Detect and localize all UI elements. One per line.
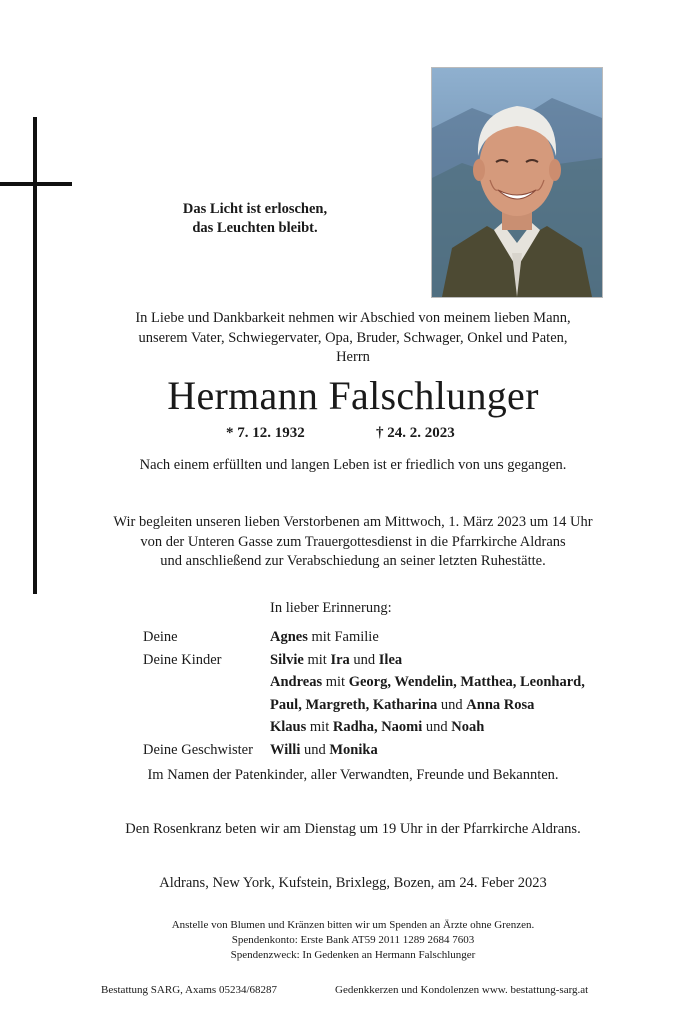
death-date: † 24. 2. 2023: [376, 425, 455, 441]
intro-line-2: unserem Vater, Schwiegervater, Opa, Bruder, Schwager, Onkel und Paten,: [138, 329, 568, 346]
donation-info: [60, 918, 646, 963]
sibling-name: Monika: [329, 741, 378, 758]
family-list: [143, 626, 643, 761]
intro-line-1: In Liebe und Dankbarkeit nehmen wir Abschied von meinem lieben Mann,: [135, 310, 571, 326]
grandchild-name: Noah: [451, 719, 485, 735]
grandchild-name: Anna Rosa: [466, 696, 535, 713]
peace-text: Nach einem erfüllten und langen Leben ist er friedlich von uns gegangen.: [139, 457, 567, 473]
portrait-illustration: [432, 68, 602, 297]
connector-text: und: [437, 696, 467, 713]
quote-line-2: das Leuchten bleibt.: [192, 220, 318, 236]
cross-vertical-bar: [33, 117, 37, 594]
family-row-child-2-cont: [143, 694, 643, 717]
family-row-child-2: [143, 671, 643, 694]
grandchildren-names: Georg, Wendelin, Matthea, Leonhard,: [348, 674, 585, 690]
donation-account: Spendenkonto: Erste Bank AT59 2011 1289 2684 7603: [231, 934, 475, 946]
connector-text: und: [422, 719, 452, 735]
quote-line-1: Das Licht ist erloschen,: [182, 201, 328, 217]
memorial-quote: [150, 200, 360, 238]
child-3-name: Klaus: [270, 719, 307, 735]
child-1-names: [270, 649, 402, 672]
child-2-names: [270, 671, 585, 694]
donation-purpose: Spendenzweck: In Gedenken an Hermann Falschlunger: [230, 949, 476, 961]
child-2-names-cont: [270, 694, 534, 717]
grandchildren-names: Radha, Naomi: [332, 719, 423, 735]
wife-names: [270, 626, 379, 649]
wife-suffix: mit Familie: [307, 629, 379, 645]
funeral-info: [60, 513, 646, 572]
memory-title: In lieber Erinnerung:: [270, 600, 392, 616]
relatives-text: Im Namen der Patenkinder, aller Verwandten, Freunde und Bekannten.: [147, 767, 559, 783]
birth-date: * 7. 12. 1932: [226, 425, 305, 441]
funeral-line-2: von der Unteren Gasse zum Trauergottesdienst in die Pfarrkirche Aldrans: [140, 533, 566, 550]
funeral-line-3: und anschließend zur Verabschiedung an seiner letzten Ruhestätte.: [160, 553, 546, 569]
child-1-name: Silvie: [270, 651, 304, 668]
intro-text: [60, 309, 646, 368]
connector-text: mit: [306, 719, 333, 735]
footer-undertaker: Bestattung SARG, Axams 05234/68287: [101, 984, 278, 996]
connector-text: und: [349, 651, 379, 668]
connector-text: mit: [322, 674, 349, 690]
children-label: Deine Kinder: [143, 651, 222, 668]
connector-text: mit: [303, 651, 331, 668]
sibling-name: Willi: [270, 741, 301, 758]
family-row-child-1: [143, 649, 643, 672]
funeral-line-1: Wir begleiten unseren lieben Verstorbenen am Mittwoch, 1. März 2023 um 14 Uhr: [113, 514, 593, 530]
cross-horizontal-bar: [0, 182, 72, 186]
wife-label: Deine: [143, 629, 178, 645]
grandchild-name: Ira: [330, 651, 350, 668]
connector-text: und: [300, 741, 330, 758]
portrait-photo: [431, 67, 603, 298]
grandchildren-names: Paul, Margreth, Katharina: [270, 696, 438, 713]
grandchild-name: Ilea: [378, 651, 403, 668]
place-date: Aldrans, New York, Kufstein, Brixlegg, Bozen, am 24. Feber 2023: [159, 875, 547, 891]
footer-website: Gedenkkerzen und Kondolenzen www. bestattung-sarg.at: [335, 984, 589, 996]
family-row-wife: [143, 626, 643, 649]
wife-name: Agnes: [270, 629, 308, 645]
child-2-name: Andreas: [270, 674, 323, 690]
rosary-text: Den Rosenkranz beten wir am Dienstag um 19 Uhr in der Pfarrkirche Aldrans.: [125, 821, 581, 837]
life-dates: [226, 425, 486, 447]
siblings-label: Deine Geschwister: [143, 741, 253, 758]
donation-line-1: Anstelle von Blumen und Kränzen bitten wir um Spenden an Ärzte ohne Grenzen.: [171, 919, 535, 931]
intro-line-3: Herrn: [336, 349, 370, 365]
child-3-names: [270, 716, 484, 739]
siblings-names: [270, 739, 378, 762]
deceased-name: Hermann Falschlunger: [167, 373, 539, 418]
family-row-siblings: [143, 739, 643, 762]
family-row-child-3: [143, 716, 643, 739]
